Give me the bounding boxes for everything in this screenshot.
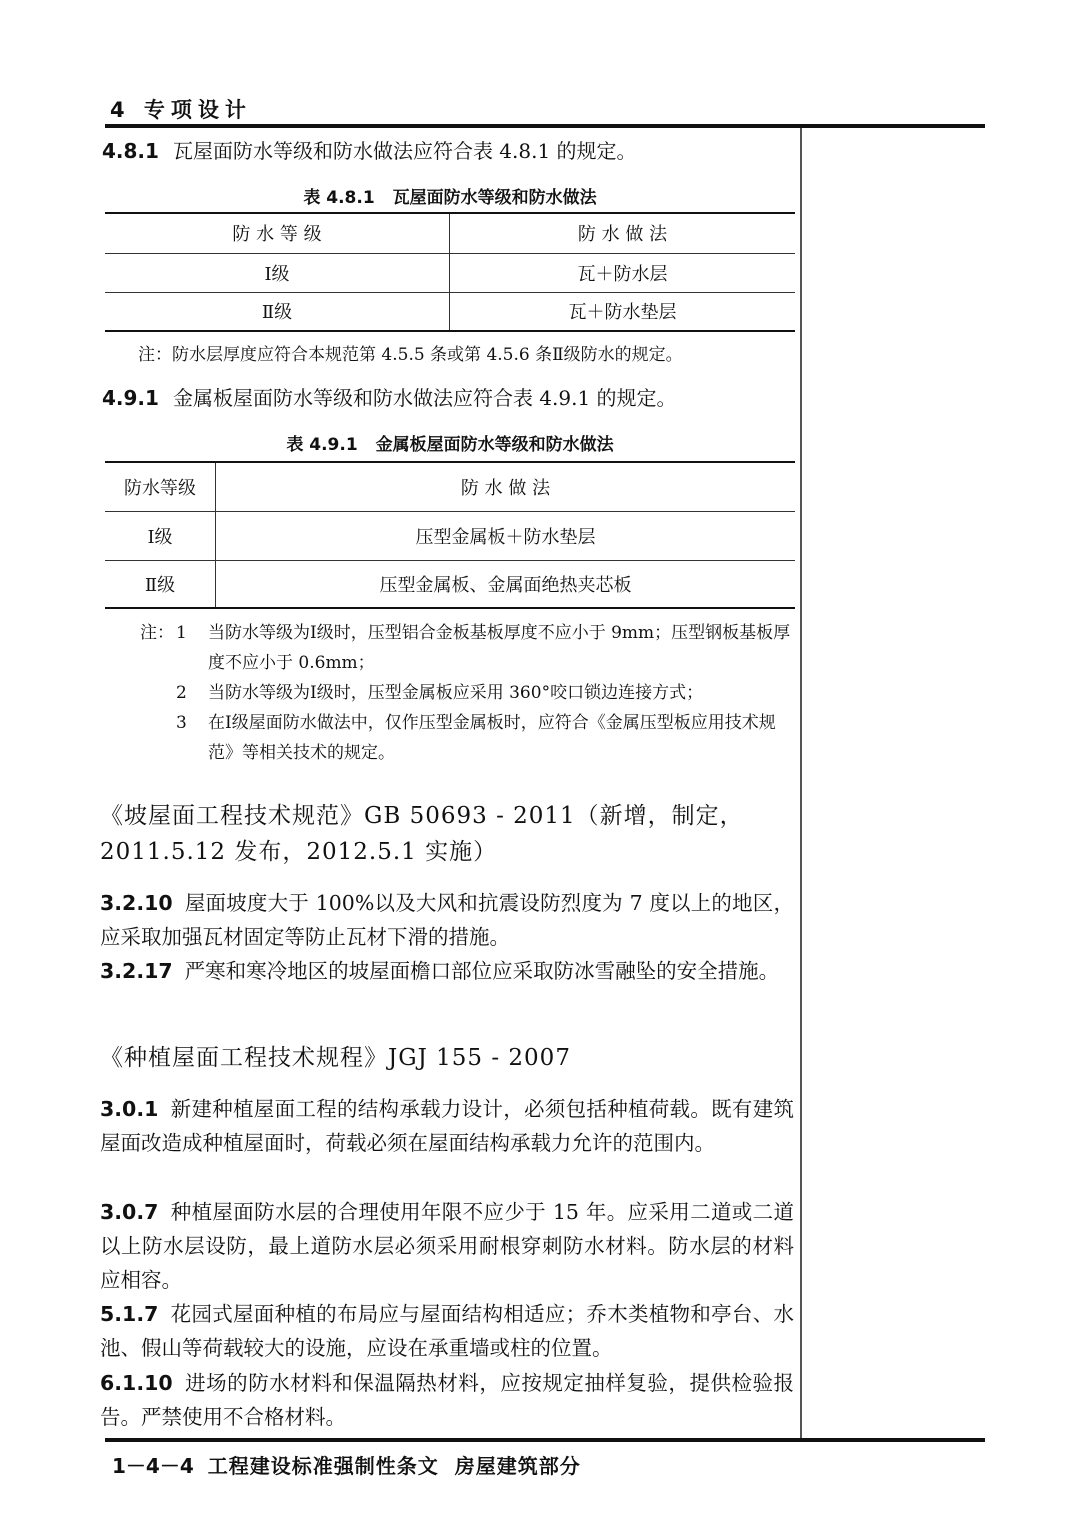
clause-5-1-7 bbox=[100, 1297, 794, 1365]
caption-number: 表 4.9.1 bbox=[286, 435, 358, 455]
clause-text: 金属板屋面防水等级和防水做法应符合表 4.9.1 的规定。 bbox=[172, 386, 677, 410]
cell-method: 瓦＋防水层 bbox=[450, 253, 796, 292]
table-header-row bbox=[105, 462, 795, 511]
caption-number: 表 4.8.1 bbox=[303, 188, 375, 208]
note-number: 1 bbox=[176, 623, 187, 643]
clause-number: 3.2.10 bbox=[100, 891, 173, 915]
note-number: 2 bbox=[176, 683, 187, 703]
clause-text: 瓦屋面防水等级和防水做法应符合表 4.8.1 的规定。 bbox=[172, 139, 637, 163]
table-4-8-1 bbox=[105, 212, 795, 332]
clause-number: 3.2.17 bbox=[100, 959, 173, 983]
standard-title: 《种植屋面工程技术规程》JGJ 155 - 2007 bbox=[100, 1045, 571, 1071]
note-text: 当防水等级为Ⅰ级时，压型金属板应采用 360°咬口锁边连接方式； bbox=[208, 683, 704, 703]
table-4-9-1-caption bbox=[105, 430, 795, 455]
note-item bbox=[140, 618, 800, 678]
table-row bbox=[105, 292, 795, 331]
cell-method: 压型金属板、金属面绝热夹芯板 bbox=[216, 560, 796, 608]
cell-method: 瓦＋防水垫层 bbox=[450, 292, 796, 331]
clause-number: 3.0.7 bbox=[100, 1200, 159, 1224]
page-footer bbox=[112, 1450, 581, 1479]
clause-3-0-7 bbox=[100, 1195, 794, 1297]
book-title: 工程建设标准强制性条文 bbox=[207, 1454, 439, 1478]
col-header-grade: 防 水 等 级 bbox=[105, 213, 450, 253]
clause-text: 屋面坡度大于 100%以及大风和抗震设防烈度为 7 度以上的地区，应采取加强瓦材固定等防止瓦材下滑的措施。 bbox=[100, 891, 794, 949]
cell-method: 压型金属板＋防水垫层 bbox=[216, 511, 796, 560]
clause-4-9-1 bbox=[102, 381, 794, 415]
cell-grade: Ⅰ级 bbox=[105, 253, 450, 292]
clause-6-1-10 bbox=[100, 1366, 794, 1434]
clause-number: 5.1.7 bbox=[100, 1302, 159, 1326]
table-note: 注：防水层厚度应符合本规范第 4.5.5 条或第 4.5.6 条Ⅱ级防水的规定。 bbox=[138, 345, 683, 365]
note-number: 3 bbox=[176, 713, 187, 733]
chapter-header: 4 专项设计 bbox=[110, 98, 252, 122]
table-row bbox=[105, 511, 795, 560]
clause-text: 严寒和寒冷地区的坡屋面檐口部位应采取防冰雪融坠的安全措施。 bbox=[184, 959, 780, 983]
clause-3-0-1 bbox=[100, 1092, 794, 1160]
cell-grade: Ⅰ级 bbox=[105, 511, 216, 560]
note-item bbox=[140, 708, 800, 768]
col-header-method: 防 水 做 法 bbox=[450, 213, 796, 253]
note-label: 注： bbox=[140, 623, 174, 643]
table-4-9-1 bbox=[105, 461, 795, 609]
table-row bbox=[105, 253, 795, 292]
table-4-8-1-caption bbox=[105, 183, 795, 208]
note-item bbox=[140, 678, 800, 708]
clause-4-8-1 bbox=[102, 134, 794, 168]
note-text: 在Ⅰ级屋面防水做法中，仅作压型金属板时，应符合《金属压型板应用技术规范》等相关技术的规定。 bbox=[208, 713, 776, 763]
clause-number: 4.8.1 bbox=[102, 139, 159, 163]
clause-number: 4.9.1 bbox=[102, 386, 159, 410]
note-text: 当防水等级为Ⅰ级时，压型铝合金板基板厚度不应小于 9mm；压型钢板基板厚度不应小于 0.6mm； bbox=[208, 623, 791, 673]
table-row bbox=[105, 560, 795, 608]
footer-rule bbox=[105, 1438, 985, 1442]
caption-title: 瓦屋面防水等级和防水做法 bbox=[392, 188, 597, 208]
clause-text: 新建种植屋面工程的结构承载力设计，必须包括种植荷载。既有建筑屋面改造成种植屋面时，荷载必须在屋面结构承载力允许的范围内。 bbox=[100, 1097, 794, 1155]
clause-number: 6.1.10 bbox=[100, 1371, 173, 1395]
col-header-grade: 防水等级 bbox=[105, 462, 216, 511]
table-header-row bbox=[105, 213, 795, 253]
table-notes bbox=[140, 618, 800, 768]
cell-grade: Ⅱ级 bbox=[105, 292, 450, 331]
header-rule bbox=[105, 124, 985, 128]
standard-title: 《坡屋面工程技术规范》GB 50693 - 2011（新增，制定，2011.5.12 发布，2012.5.1 实施） bbox=[100, 803, 744, 865]
book-part: 房屋建筑部分 bbox=[454, 1454, 581, 1478]
col-header-method: 防 水 做 法 bbox=[216, 462, 796, 511]
clause-number: 3.0.1 bbox=[100, 1097, 159, 1121]
cell-grade: Ⅱ级 bbox=[105, 560, 216, 608]
clause-3-2-17 bbox=[100, 954, 794, 988]
clause-text: 种植屋面防水层的合理使用年限不应少于 15 年。应采用二道或二道以上防水层设防，最上道防水层必须采用耐根穿刺防水材料。防水层的材料应相容。 bbox=[100, 1200, 794, 1292]
clause-text: 花园式屋面种植的布局应与屋面结构相适应；乔木类植物和亭台、水池、假山等荷载较大的设施，应设在承重墙或柱的位置。 bbox=[100, 1302, 794, 1360]
clause-text: 进场的防水材料和保温隔热材料，应按规定抽样复验，提供检验报告。严禁使用不合格材料。 bbox=[100, 1371, 794, 1429]
clause-3-2-10 bbox=[100, 886, 794, 954]
margin-rule bbox=[800, 128, 802, 1438]
caption-title: 金属板屋面防水等级和防水做法 bbox=[375, 435, 614, 455]
page-number: 1－4－4 bbox=[112, 1454, 194, 1478]
